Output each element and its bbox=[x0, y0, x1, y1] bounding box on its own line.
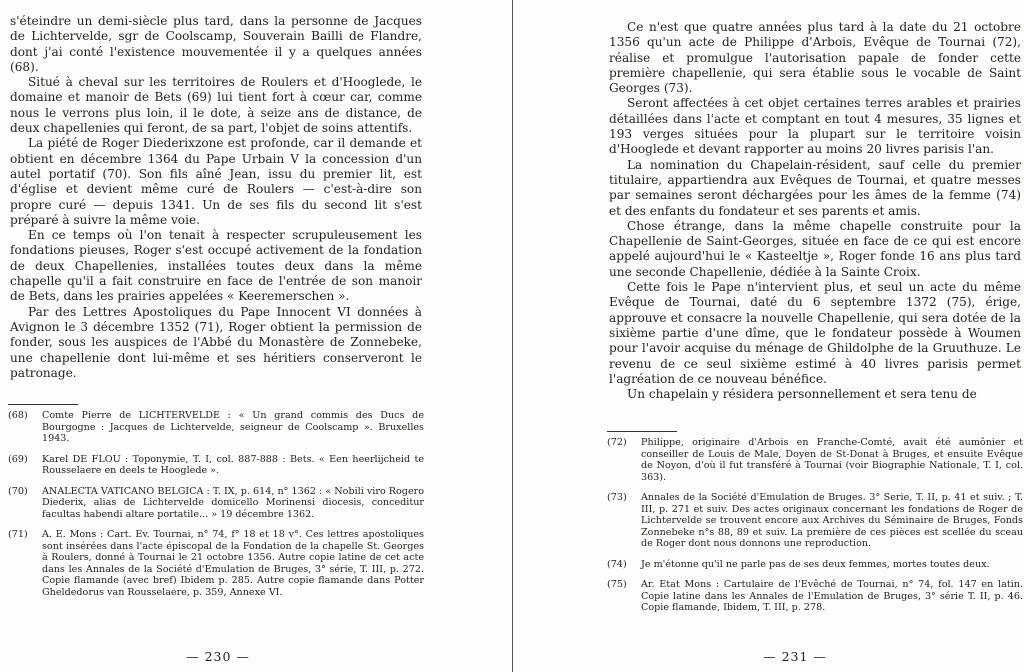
footnote bbox=[607, 579, 1023, 614]
footnotes bbox=[8, 410, 424, 607]
page-number: — 231 — bbox=[763, 649, 827, 664]
paragraph: En ce temps où l'on tenait à respecter scrupuleusement les fondations pieuses, Roger s'est occupé activement de la fondation de deux Chapellenies, installées toutes deux dans la même chapelle qu'il a fait construire en face de l'entrée de son manoir de Bets, dans les prairies appelées « Keeremerschen ». bbox=[10, 228, 422, 304]
footnote-number: (69) bbox=[8, 453, 28, 465]
footnote bbox=[8, 486, 424, 521]
paragraph: Seront affectées à cet objet certaines terres arables et prairies détaillées dans l'acte et comptant en tout 4 mesures, 35 lignes et 193 verges situées pour la plupart sur le territoire voisin d'Hooglede et devant rapporter au moins 20 livres parisis l'an. bbox=[609, 96, 1021, 157]
footnote-text: Ar. Etat Mons : Cartulaire de l'Evêché de Tournai, n° 74, fol. 147 en latin. Copie latine dans les Annales de l'Emulation de Bruges, 3° série T. II, p. 46. Copie flamande, Ibidem, T. III, p. 278. bbox=[641, 579, 1023, 613]
footnote bbox=[8, 529, 424, 598]
paragraph: s'éteindre un demi-siècle plus tard, dans la personne de Jacques de Lichtervelde, sgr de Coolscamp, Souverain Bailli de Flandre, dont j'ai conté l'existence mouvementée il y a quelques années (68). bbox=[10, 14, 422, 74]
footnote-number: (70) bbox=[8, 485, 28, 497]
page-number: — 230 — bbox=[186, 649, 250, 664]
footnote-text: Annales de la Société d'Emulation de Bruges. 3° Serie, T. II, p. 41 et suiv. ; T. III, p. 271 et suiv. Des actes originaux concernant les fondations de Roger de Lichtervelde se trouvent encore aux Archives du Séminaire de Bruges, Fonds Zonnebeke n°s 88, 89 et suiv. La première de ces pièces est scellée du sceau de Roger dont nous donnons une reproduction. bbox=[641, 492, 1023, 549]
paragraph: Chose étrange, dans la même chapelle construite pour la Chapellenie de Saint-Georges, située en face de ce qui est encore appelé aujourd'hui le « Kasteeltje », Roger fonde 16 ans plus tard une seconde Chapellenie, dédiée à la Sainte Croix. bbox=[609, 218, 1021, 279]
footnote-text: Philippe, originaire d'Arbois en Franche-Comté, avait été aumônier et conseiller de Louis de Male, Doyen de St-Donat à Bruges, et ensuite Evêque de Noyon, d'où il fut transféré à Tournai (voir Biographie Nationale, T. I, col. 363). bbox=[641, 437, 1023, 483]
footnote bbox=[8, 410, 424, 445]
paragraph: Ce n'est que quatre années plus tard à la date du 21 octobre 1356 qu'un acte de Philippe d'Arbois, Evêque de Tournai (72), réalise et promulgue l'autorisation papale de fonder cette première chapellenie, qui sera établie sous le vocable de Saint Georges (73). bbox=[609, 20, 1021, 96]
footnote-text: ANALECTA VATICANO BELGICA : T. IX, p. 614, n° 1362 : « Nobili viro Rogero Diederix, alias de Lichtervelde domicello Morinensi diocesis, conceditur facultas habendi altare portatile... » 19 décembre 1362. bbox=[42, 485, 424, 520]
footnote-divider bbox=[8, 404, 78, 405]
body-text bbox=[10, 14, 422, 381]
footnote-text: Karel DE FLOU : Toponymie, T. I, col. 887-888 : Bets. « Een heerlijcheid te Rousselaere en deels te Hooglede ». bbox=[42, 453, 424, 476]
footnote bbox=[607, 492, 1023, 550]
footnote-number: (68) bbox=[8, 410, 28, 421]
footnotes bbox=[607, 437, 1023, 623]
right-page bbox=[512, 0, 1024, 672]
footnote bbox=[607, 559, 1023, 571]
footnote-text: A. E. Mons : Cart. Ev. Tournai, n° 74, f° 18 et 18 v°. Ces lettres apostoliques sont insérées dans l'acte épiscopal de la Fondation de la chapelle St. Georges à Roulers, donné à Tournai le 21 octobre 1356. Autre copie latine de cet acte dans les Annales de la Société d'Emulation de Bruges, 3° série, T. III, p. 272. Copie flamande (avec bref) Ibidem p. 285. Autre copie flamande dans Potter Gheldedorus van Rousselaere, p. 359, Annexe VI. bbox=[42, 529, 424, 598]
paragraph: Par des Lettres Apostoliques du Pape Innocent VI données à Avignon le 3 décembre 1352 (71), Roger obtient la permission de fonder, sous les auspices de l'Abbé du Monastère de Zonnebeke, une chapellenie dont lui-même et ses héritiers conserveront le patronage. bbox=[10, 304, 422, 380]
footnote-text: Je m'étonne qu'il ne parle pas de ses deux femmes, mortes toutes deux. bbox=[641, 558, 990, 570]
paragraph: Un chapelain y résidera personnellement et sera tenu de bbox=[627, 387, 977, 402]
footnote bbox=[8, 454, 424, 477]
footnote-divider bbox=[607, 431, 677, 432]
footnote bbox=[607, 437, 1023, 483]
paragraph: Cette fois le Pape n'intervient plus, et seul un acte du même Evêque de Tournai, daté du 6 septembre 1372 (75), érige, approuve et consacre la nouvelle Chapellenie, qui sera dotée de la sixième partie d'une dîme, que le fondateur possède à Woumen pour l'avoir acquise du ménage de Ghildolphe de la Gruuthuze. Le revenu de ce seul sixième estimé à 40 livres parisis permet l'agréation de ce nouveau bénéfice. bbox=[609, 280, 1021, 386]
footnote-number: (74) bbox=[607, 558, 627, 570]
paragraph: La piété de Roger Diederixzone est profonde, car il demande et obtient en décembre 1364 du Pape Urbain V la concession d'un autel portatif (70). Son fils aîné Jean, issu du premier lit, est d'église et devient même curé de Roulers — c'est-à-dire son propre curé — depuis 1341. Un de ses fils du second lit s'est préparé à suivre la même voie. bbox=[10, 136, 422, 227]
paragraph: La nomination du Chapelain-résident, sauf celle du premier titulaire, appartiendra aux Evêques de Tournai, et quatre messes par semaines seront déchargées pour les âmes de la femme (74) et des enfants du fondateur et ses parents et amis. bbox=[609, 157, 1021, 218]
footnote-number: (72) bbox=[607, 437, 627, 448]
paragraph: Situé à cheval sur les territoires de Roulers et d'Hooglede, le domaine et manoir de Bets (69) lui tient fort à cœur car, comme nous le verrons plus loin, il le dote, à seize ans de distance, de deux chapellenies qui feront, de sa part, l'objet de soins attentifs. bbox=[10, 75, 422, 136]
footnote-text: Comte Pierre de LICHTERVELDE : « Un grand commis des Ducs de Bourgogne : Jacques de Lichtervelde, seigneur de Coolscamp ». Bruxelles 1943. bbox=[42, 410, 424, 444]
footnote-number: (75) bbox=[607, 579, 627, 590]
footnote-number: (73) bbox=[607, 492, 627, 503]
body-text bbox=[609, 20, 1021, 402]
footnote-number: (71) bbox=[8, 529, 28, 540]
